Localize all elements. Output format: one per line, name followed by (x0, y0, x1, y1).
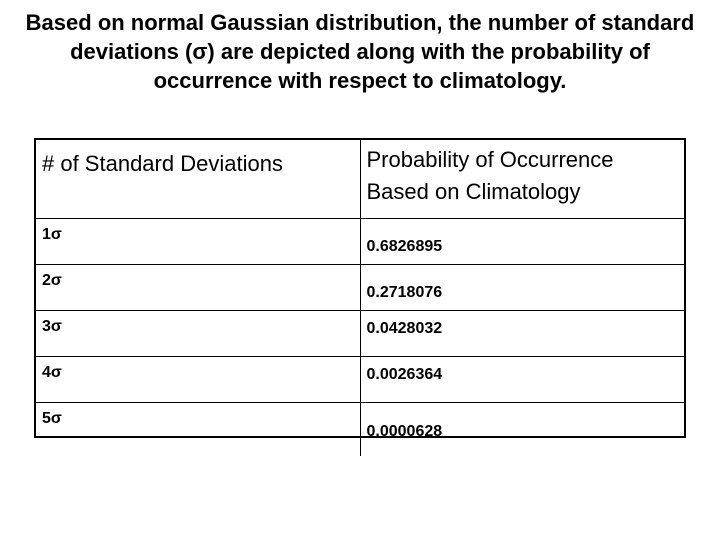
probability-cell: 0.0026364 (360, 356, 684, 402)
table-row (36, 356, 684, 402)
table-row (36, 264, 684, 310)
table-row (36, 402, 684, 456)
table-row (36, 218, 684, 264)
probability-cell: 0.0000628 (360, 402, 684, 456)
probability-cell: 0.0428032 (360, 310, 684, 356)
page-title: Based on normal Gaussian distribution, the number of standard deviations (σ) are depicted along with the probability of occurrence with respect to climatology. (25, 10, 695, 93)
table-header-row (36, 140, 684, 218)
header-std-deviations: # of Standard Deviations (36, 140, 360, 218)
table-row (36, 310, 684, 356)
sigma-cell: 5σ (42, 409, 62, 427)
sigma-cell: 4σ (36, 356, 360, 402)
sigma-cell: 2σ (36, 264, 360, 310)
probability-cell: 0.6826895 (360, 218, 684, 264)
sigma-cell: 3σ (36, 310, 360, 356)
header-probability: Probability of Occurrence Based on Climatology (360, 140, 684, 218)
table-grid (36, 140, 684, 456)
sigma-cell: 1σ (36, 218, 360, 264)
probability-cell: 0.2718076 (360, 264, 684, 310)
probability-table (34, 138, 686, 438)
